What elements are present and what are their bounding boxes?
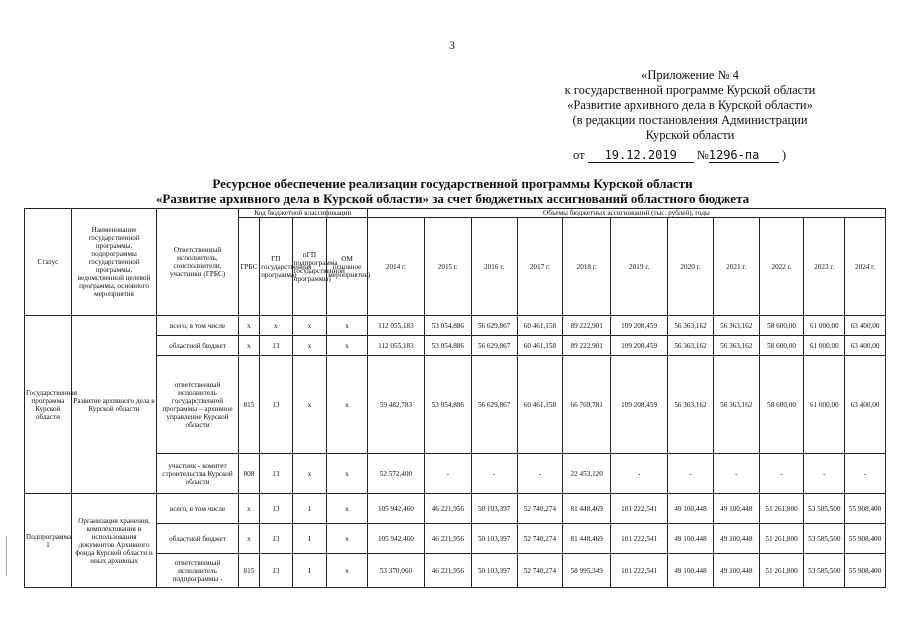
value-cell: 56 363,162 — [713, 336, 759, 356]
header-name: Наименование государственной программы, подпрограммы государственной программы, ведомственной целевой программы, основного мероприятия — [71, 209, 156, 316]
header-status: Статус — [25, 209, 72, 316]
value-cell: 56 363,162 — [713, 316, 759, 336]
value-cell: 55 908,400 — [845, 554, 886, 588]
value-cell: - — [517, 454, 563, 494]
value-cell: - — [845, 454, 886, 494]
header-codes-group: Код бюджетной классификации — [238, 209, 367, 218]
header-year: 2022 г. — [759, 218, 804, 316]
pgp-cell: х — [292, 316, 327, 336]
value-cell: 63 400,00 — [845, 316, 886, 336]
value-cell: 56 629,867 — [471, 316, 517, 336]
value-cell: 56 363,162 — [668, 316, 714, 336]
scan-edge-mark — [6, 536, 7, 576]
executor-cell: всего, в том числе — [157, 494, 238, 524]
om-cell: х — [327, 454, 368, 494]
om-cell: х — [327, 494, 368, 524]
header-year: 2015 г. — [424, 218, 471, 316]
title-line-2: «Развитие архивного дела в Курской области» за счет бюджетных ассигнований областного бюджета — [155, 191, 750, 206]
value-cell: 81 448,469 — [563, 494, 611, 524]
value-cell: 22 453,120 — [563, 454, 611, 494]
grbs-cell: 815 — [238, 356, 259, 454]
status-cell: Государственная программа Курской области — [25, 316, 72, 494]
value-cell: 112 055,183 — [367, 336, 424, 356]
value-cell: 58 995,349 — [563, 554, 611, 588]
gp-cell: 13 — [260, 336, 293, 356]
header-year: 2018 г. — [563, 218, 611, 316]
value-cell: 53 054,886 — [424, 316, 471, 336]
appendix-line: «Развитие архивного дела в Курской области» — [567, 98, 813, 112]
budget-table — [24, 208, 886, 588]
appendix-line: (в редакции постановления Администрации — [572, 113, 808, 127]
gp-cell: 13 — [260, 524, 293, 554]
value-cell: 63 400,00 — [845, 356, 886, 454]
header-year: 2014 г. — [367, 218, 424, 316]
pgp-cell: 1 — [292, 524, 327, 554]
value-cell: 49 100,448 — [713, 554, 759, 588]
value-cell: - — [424, 454, 471, 494]
value-cell: 109 208,459 — [611, 356, 668, 454]
om-cell: х — [327, 554, 368, 588]
grbs-cell: 815 — [238, 554, 259, 588]
header-year: 2017 г. — [517, 218, 563, 316]
page-number: 3 — [449, 38, 455, 52]
value-cell: 61 000,00 — [804, 336, 845, 356]
status-cell: Подпрограмма 1 — [25, 494, 72, 588]
value-cell: 49 100,448 — [668, 554, 714, 588]
pgp-cell: 1 — [292, 494, 327, 524]
from-label: от — [573, 148, 585, 162]
header-executor: Ответственный исполнитель, соисполнители, участники (ГРБС) — [157, 209, 238, 316]
grbs-cell: х — [238, 524, 259, 554]
value-cell: 49 100,448 — [713, 524, 759, 554]
value-cell: 109 208,459 — [611, 316, 668, 336]
appendix-header — [540, 68, 840, 143]
value-cell: 53 585,500 — [804, 494, 845, 524]
gp-cell: 13 — [260, 454, 293, 494]
closing-paren: ) — [781, 148, 787, 162]
resolution-number: 1296-па — [709, 148, 779, 163]
value-cell: - — [668, 454, 714, 494]
value-cell: 52 572,400 — [367, 454, 424, 494]
header-pgp: пГП подпрограмма государственной программы) — [292, 218, 327, 316]
resolution-reference — [573, 148, 786, 163]
executor-cell: областной бюджет — [157, 336, 238, 356]
value-cell: 58 600,00 — [759, 316, 804, 336]
gp-cell: 13 — [260, 554, 293, 588]
value-cell: 46 221,956 — [424, 524, 471, 554]
value-cell: 63 400,00 — [845, 336, 886, 356]
gp-cell: 13 — [260, 494, 293, 524]
om-cell: х — [327, 524, 368, 554]
grbs-cell: 808 — [238, 454, 259, 494]
value-cell: 61 000,00 — [804, 356, 845, 454]
header-gp: ГП государственная программа) — [260, 218, 293, 316]
value-cell: - — [471, 454, 517, 494]
header-year: 2023 г. — [804, 218, 845, 316]
value-cell: - — [611, 454, 668, 494]
value-cell: 56 363,162 — [713, 356, 759, 454]
om-cell: х — [327, 356, 368, 454]
title-line-1: Ресурсное обеспечение реализации государственной программы Курской области — [212, 176, 693, 191]
value-cell: 81 448,469 — [563, 524, 611, 554]
value-cell: 52 740,274 — [517, 554, 563, 588]
grbs-cell: х — [238, 494, 259, 524]
table-row — [25, 494, 886, 524]
value-cell: 53 585,500 — [804, 524, 845, 554]
value-cell: 51 261,800 — [759, 494, 804, 524]
value-cell: 101 222,541 — [611, 554, 668, 588]
pgp-cell: х — [292, 454, 327, 494]
executor-cell: ответственный исполнитель подпрограммы - — [157, 554, 238, 588]
value-cell: 49 100,448 — [713, 494, 759, 524]
value-cell: 61 000,00 — [804, 316, 845, 336]
value-cell: 49 100,448 — [668, 524, 714, 554]
value-cell: - — [713, 454, 759, 494]
value-cell: 89 222,901 — [563, 316, 611, 336]
pgp-cell: х — [292, 356, 327, 454]
value-cell: 60 461,158 — [517, 336, 563, 356]
value-cell: 109 208,459 — [611, 336, 668, 356]
number-label: № — [696, 148, 709, 162]
value-cell: 89 222,901 — [563, 336, 611, 356]
pgp-cell: х — [292, 336, 327, 356]
value-cell: 50 103,397 — [471, 554, 517, 588]
header-grbs: ГРБС — [238, 218, 259, 316]
value-cell: 105 942,460 — [367, 494, 424, 524]
value-cell: 50 103,397 — [471, 524, 517, 554]
value-cell: 60 461,158 — [517, 316, 563, 336]
om-cell: х — [327, 316, 368, 336]
value-cell: 46 221,956 — [424, 554, 471, 588]
value-cell: 56 363,162 — [668, 336, 714, 356]
value-cell: - — [759, 454, 804, 494]
grbs-cell: х — [238, 336, 259, 356]
header-years-group: Объемы бюджетных ассигнований (тыс. рублей), годы — [367, 209, 885, 218]
executor-cell: всего, в том числе — [157, 316, 238, 336]
header-year: 2020 г. — [668, 218, 714, 316]
value-cell: 66 769,781 — [563, 356, 611, 454]
header-year: 2024 г. — [845, 218, 886, 316]
value-cell: 58 600,00 — [759, 336, 804, 356]
gp-cell: 13 — [260, 356, 293, 454]
value-cell: 53 054,886 — [424, 356, 471, 454]
executor-cell: ответственный исполнитель государственной программы – архивное управление Курской области — [157, 356, 238, 454]
value-cell: 52 740,274 — [517, 524, 563, 554]
value-cell: 56 629,867 — [471, 336, 517, 356]
header-year: 2021 г. — [713, 218, 759, 316]
value-cell: 46 221,956 — [424, 494, 471, 524]
value-cell: 51 261,800 — [759, 524, 804, 554]
om-cell: х — [327, 336, 368, 356]
resolution-date: 19.12.2019 — [588, 148, 694, 163]
value-cell: 58 600,00 — [759, 356, 804, 454]
name-cell: Развитие архивного дела в Курской области — [71, 316, 156, 494]
value-cell: 60 461,158 — [517, 356, 563, 454]
value-cell: 56 363,162 — [668, 356, 714, 454]
executor-cell: участник - комитет строительства Курской области — [157, 454, 238, 494]
grbs-cell: х — [238, 316, 259, 336]
value-cell: 101 222,541 — [611, 494, 668, 524]
appendix-line: «Приложение № 4 — [641, 68, 739, 82]
value-cell: 53 054,886 — [424, 336, 471, 356]
value-cell: 53 370,060 — [367, 554, 424, 588]
pgp-cell: 1 — [292, 554, 327, 588]
value-cell: 101 222,541 — [611, 524, 668, 554]
header-year: 2019 г. — [611, 218, 668, 316]
table-row — [25, 316, 886, 336]
value-cell: 112 055,183 — [367, 316, 424, 336]
executor-cell: областной бюджет — [157, 524, 238, 554]
value-cell: 55 908,400 — [845, 524, 886, 554]
value-cell: 50 103,397 — [471, 494, 517, 524]
document-title — [60, 176, 845, 206]
value-cell: 59 482,783 — [367, 356, 424, 454]
header-om: ОМ основное мероприятие) — [327, 218, 368, 316]
value-cell: 52 740,274 — [517, 494, 563, 524]
value-cell: 49 100,448 — [668, 494, 714, 524]
appendix-line: к государственной программе Курской области — [564, 83, 816, 97]
value-cell: - — [804, 454, 845, 494]
value-cell: 105 942,460 — [367, 524, 424, 554]
appendix-line: Курской области — [645, 128, 735, 142]
value-cell: 53 585,500 — [804, 554, 845, 588]
gp-cell: х — [260, 316, 293, 336]
value-cell: 56 629,867 — [471, 356, 517, 454]
header-year: 2016 г. — [471, 218, 517, 316]
name-cell: Организация хранения, комплектования и использования документов Архивного фонда Курской области и иных архивных — [71, 494, 156, 588]
value-cell: 55 908,400 — [845, 494, 886, 524]
value-cell: 51 261,800 — [759, 554, 804, 588]
